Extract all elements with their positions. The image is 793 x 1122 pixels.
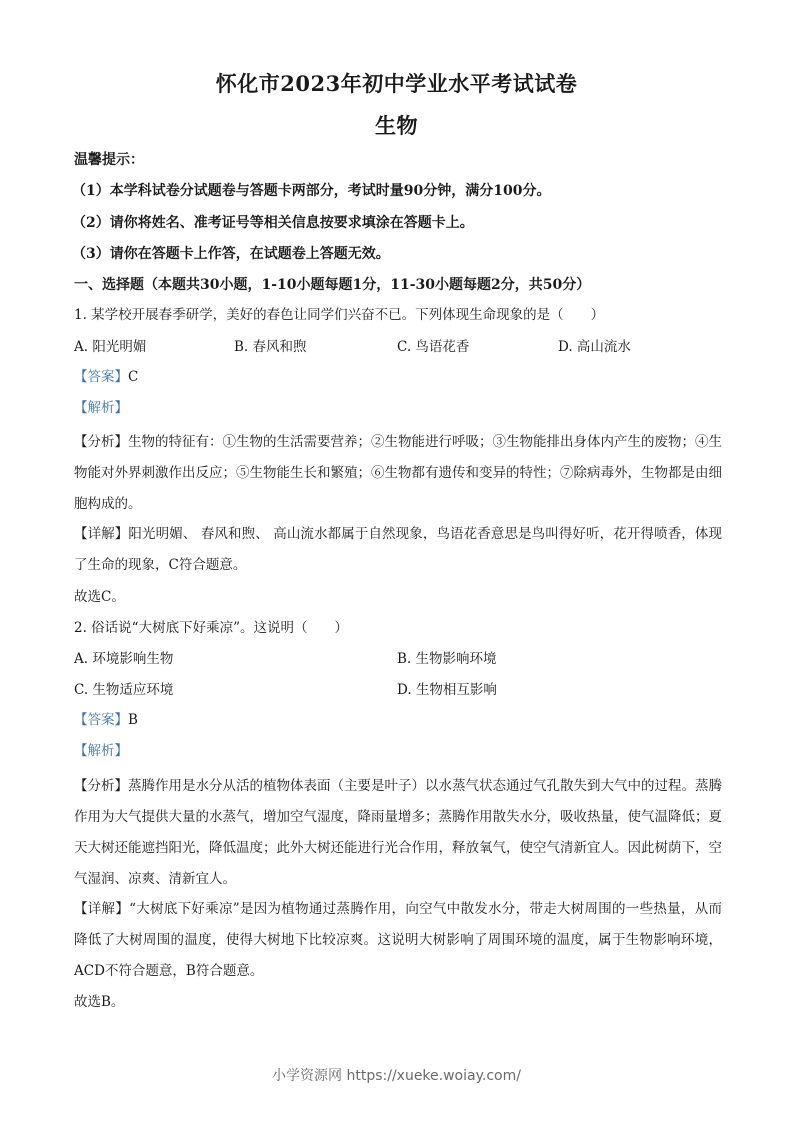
question-1-analysis [74, 427, 722, 520]
answer-value: C [128, 369, 139, 385]
question-2-conclusion: 故选B。 [74, 994, 125, 1010]
section-heading: 一、选择题（本题共30小题，1-10小题每题1分，11-30小题每题2分，共50分） [74, 277, 591, 293]
answer-label: 【答案】 [74, 369, 128, 385]
question-2-detail [74, 894, 722, 987]
question-1-option-b: B. 春风和煦 [234, 339, 307, 355]
question-1-detail [74, 519, 722, 581]
question-1-stem: 1. 某学校开展春季研学，美好的春色让同学们兴奋不已。下列体现生命现象的是（ ） [74, 307, 605, 323]
question-1-option-c: C. 鸟语花香 [397, 339, 470, 355]
analysis-text: 生物的特征有：①生物的生活需要营养；②生物能进行呼吸；③生物能排出身体内产生的废物；④生物能对外界刺激作出反应；⑤生物能生长和繁殖；⑥生物都有遗传和变异的特性；⑦除病毒外，生物都是由细胞构成的。 [74, 434, 722, 512]
question-1-answer [74, 367, 138, 387]
question-2-option-a: A. 环境影响生物 [74, 651, 174, 667]
detail-label: 【详解】 [74, 901, 130, 917]
question-2-analysis [74, 771, 722, 895]
document-title: 怀化市2023年初中学业水平考试试卷 [215, 71, 578, 96]
notice-item-1: （1）本学科试卷分试题卷与答题卡两部分，考试时量90分钟，满分100分。 [72, 183, 551, 199]
question-2-option-c: C. 生物适应环境 [74, 682, 174, 698]
question-1-option-d: D. 高山流水 [558, 339, 631, 355]
document-subtitle: 生物 [375, 113, 418, 138]
analysis-label: 【分析】 [74, 778, 128, 794]
detail-text: “大树底下好乘凉”是因为植物通过蒸腾作用，向空气中散发水分，带走大树周围的一些热量，从而降低了大树周围的温度，使得大树地下比较凉爽。这说明大树影响了周围环境的温度，属于生物影响环境，ACD不符合题意，B符合题意。 [74, 901, 722, 979]
question-1-analysis-header: 【解析】 [74, 400, 128, 416]
answer-value: B [128, 712, 138, 728]
question-2-option-d: D. 生物相互影响 [397, 682, 497, 698]
question-2-answer [74, 710, 138, 730]
notice-heading: 温馨提示： [74, 152, 144, 168]
analysis-label: 【分析】 [74, 434, 128, 450]
footer-watermark: 小学资源网 https://xueke.woiay.com/ [272, 1068, 521, 1084]
answer-label: 【答案】 [74, 712, 128, 728]
analysis-text: 蒸腾作用是水分从活的植物体表面（主要是叶子）以水蒸气状态通过气孔散失到大气中的过程。蒸腾作用为大气提供大量的水蒸气，增加空气湿度，降雨量增多；蒸腾作用散失水分，吸收热量，使气温降低；夏天大树还能遮挡阳光，降低温度；此外大树还能进行光合作用，释放氧气，使空气清新宜人。因此树荫下，空气湿润、凉爽、清新宜人。 [74, 778, 722, 887]
question-2-analysis-header: 【解析】 [74, 743, 128, 759]
question-1-option-a: A. 阳光明媚 [74, 339, 147, 355]
question-1-conclusion: 故选C。 [74, 589, 125, 605]
question-2-stem: 2. 俗话说“大树底下好乘凉”。这说明（ ） [74, 620, 348, 636]
notice-item-3: （3）请你在答题卡上作答，在试题卷上答题无效。 [72, 246, 390, 262]
question-2-option-b: B. 生物影响环境 [397, 651, 497, 667]
notice-item-2: （2）请你将姓名、准考证号等相关信息按要求填涂在答题卡上。 [72, 215, 474, 231]
detail-text: 阳光明媚、 春风和煦、 高山流水都属于自然现象，鸟语花香意思是鸟叫得好听，花开得喷香，体现了生命的现象，C符合题意。 [74, 526, 723, 573]
detail-label: 【详解】 [74, 526, 129, 542]
